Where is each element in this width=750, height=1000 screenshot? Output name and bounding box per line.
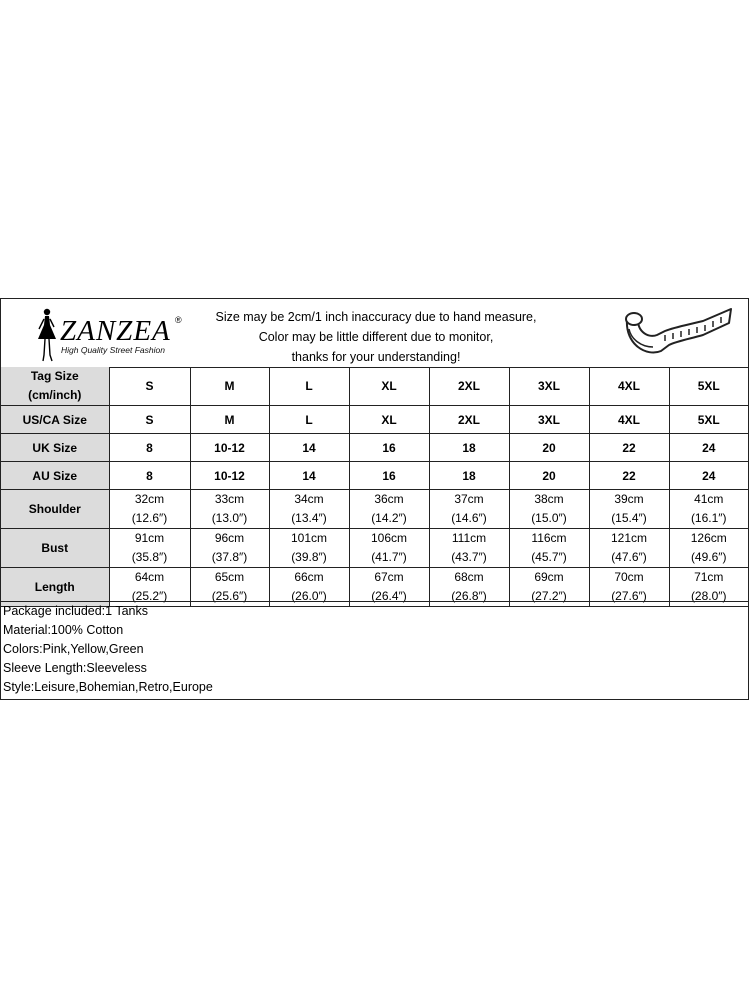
table-cell: 22 — [589, 434, 669, 462]
table-row-bust — [1, 529, 748, 568]
table-cell: 3XL — [509, 367, 589, 406]
notice-line: thanks for your understanding! — [291, 350, 461, 364]
table-cell: 67cm (26.4″) — [349, 568, 429, 607]
table-cell: 121cm (47.6″) — [589, 529, 669, 568]
table-cell: 4XL — [589, 367, 669, 406]
dress-figure-icon — [35, 307, 61, 363]
table-row-uk — [1, 434, 748, 462]
detail-package: Package included:1 Tanks — [3, 604, 149, 618]
table-cell: 33cm (13.0″) — [190, 490, 269, 529]
table-cell: 14 — [269, 434, 349, 462]
table-cell: L — [269, 367, 349, 406]
size-chart-sheet — [0, 298, 749, 700]
table-cell: L — [269, 406, 349, 434]
table-cell: 111cm (43.7″) — [429, 529, 509, 568]
table-row-au — [1, 462, 748, 490]
table-cell: 106cm (41.7″) — [349, 529, 429, 568]
table-cell: S — [109, 406, 190, 434]
table-row-tag-size — [1, 367, 748, 406]
table-cell: 20 — [509, 434, 589, 462]
table-cell: 32cm (12.6″) — [109, 490, 190, 529]
table-cell: 41cm (16.1″) — [669, 490, 748, 529]
registered-mark: ® — [175, 315, 182, 325]
table-cell: XL — [349, 367, 429, 406]
row-header: Bust — [1, 529, 109, 568]
table-cell: 8 — [109, 434, 190, 462]
row-header: UK Size — [1, 434, 109, 462]
brand-logo — [35, 307, 185, 359]
table-cell: M — [190, 367, 269, 406]
table-cell: 2XL — [429, 367, 509, 406]
detail-style: Style:Leisure,Bohemian,Retro,Europe — [3, 680, 213, 694]
table-cell: 71cm (28.0″) — [669, 568, 748, 607]
table-cell: 38cm (15.0″) — [509, 490, 589, 529]
table-cell: 91cm (35.8″) — [109, 529, 190, 568]
table-cell: M — [190, 406, 269, 434]
table-cell: 34cm (13.4″) — [269, 490, 349, 529]
notice-line: Color may be little different due to monitor, — [258, 330, 494, 344]
table-cell: 5XL — [669, 406, 748, 434]
table-cell: 66cm (26.0″) — [269, 568, 349, 607]
notice-line: Size may be 2cm/1 inch inaccuracy due to hand measure, — [215, 310, 537, 324]
table-cell: 101cm (39.8″) — [269, 529, 349, 568]
product-details — [1, 601, 748, 700]
table-cell: 65cm (25.6″) — [190, 568, 269, 607]
table-cell: 10-12 — [190, 434, 269, 462]
table-cell: 96cm (37.8″) — [190, 529, 269, 568]
table-row-shoulder — [1, 490, 748, 529]
table-cell: 116cm (45.7″) — [509, 529, 589, 568]
row-header: Tag Size (cm/inch) — [1, 367, 109, 406]
table-cell: XL — [349, 406, 429, 434]
table-cell: S — [109, 367, 190, 406]
detail-sleeve-length: Sleeve Length:Sleeveless — [3, 661, 147, 675]
table-cell: 18 — [429, 434, 509, 462]
table-cell: 70cm (27.6″) — [589, 568, 669, 607]
detail-material: Material:100% Cotton — [3, 623, 124, 637]
brand-tagline: High Quality Street Fashion — [61, 345, 165, 355]
chart-header — [1, 299, 748, 368]
table-cell: 4XL — [589, 406, 669, 434]
measurement-notice — [176, 307, 576, 367]
row-header: US/CA Size — [1, 406, 109, 434]
row-header: Shoulder — [1, 490, 109, 529]
table-cell: 126cm (49.6″) — [669, 529, 748, 568]
table-cell: 36cm (14.2″) — [349, 490, 429, 529]
table-cell: 22 — [589, 462, 669, 490]
table-cell: 16 — [349, 434, 429, 462]
table-cell: 10-12 — [190, 462, 269, 490]
table-cell: 8 — [109, 462, 190, 490]
detail-colors: Colors:Pink,Yellow,Green — [3, 642, 144, 656]
table-cell: 14 — [269, 462, 349, 490]
table-cell: 24 — [669, 434, 748, 462]
size-table — [1, 367, 748, 607]
row-header: Length — [1, 568, 109, 607]
table-cell: 5XL — [669, 367, 748, 406]
table-cell: 37cm (14.6″) — [429, 490, 509, 529]
table-cell: 2XL — [429, 406, 509, 434]
table-cell: 24 — [669, 462, 748, 490]
table-cell: 20 — [509, 462, 589, 490]
table-cell: 18 — [429, 462, 509, 490]
table-cell: 69cm (27.2″) — [509, 568, 589, 607]
table-cell: 3XL — [509, 406, 589, 434]
row-header: AU Size — [1, 462, 109, 490]
table-row-us-ca — [1, 406, 748, 434]
table-cell: 16 — [349, 462, 429, 490]
measuring-tape-icon — [617, 305, 737, 363]
table-cell: 39cm (15.4″) — [589, 490, 669, 529]
brand-name: ZANZEA — [60, 315, 171, 347]
table-cell: 64cm (25.2″) — [109, 568, 190, 607]
table-cell: 68cm (26.8″) — [429, 568, 509, 607]
